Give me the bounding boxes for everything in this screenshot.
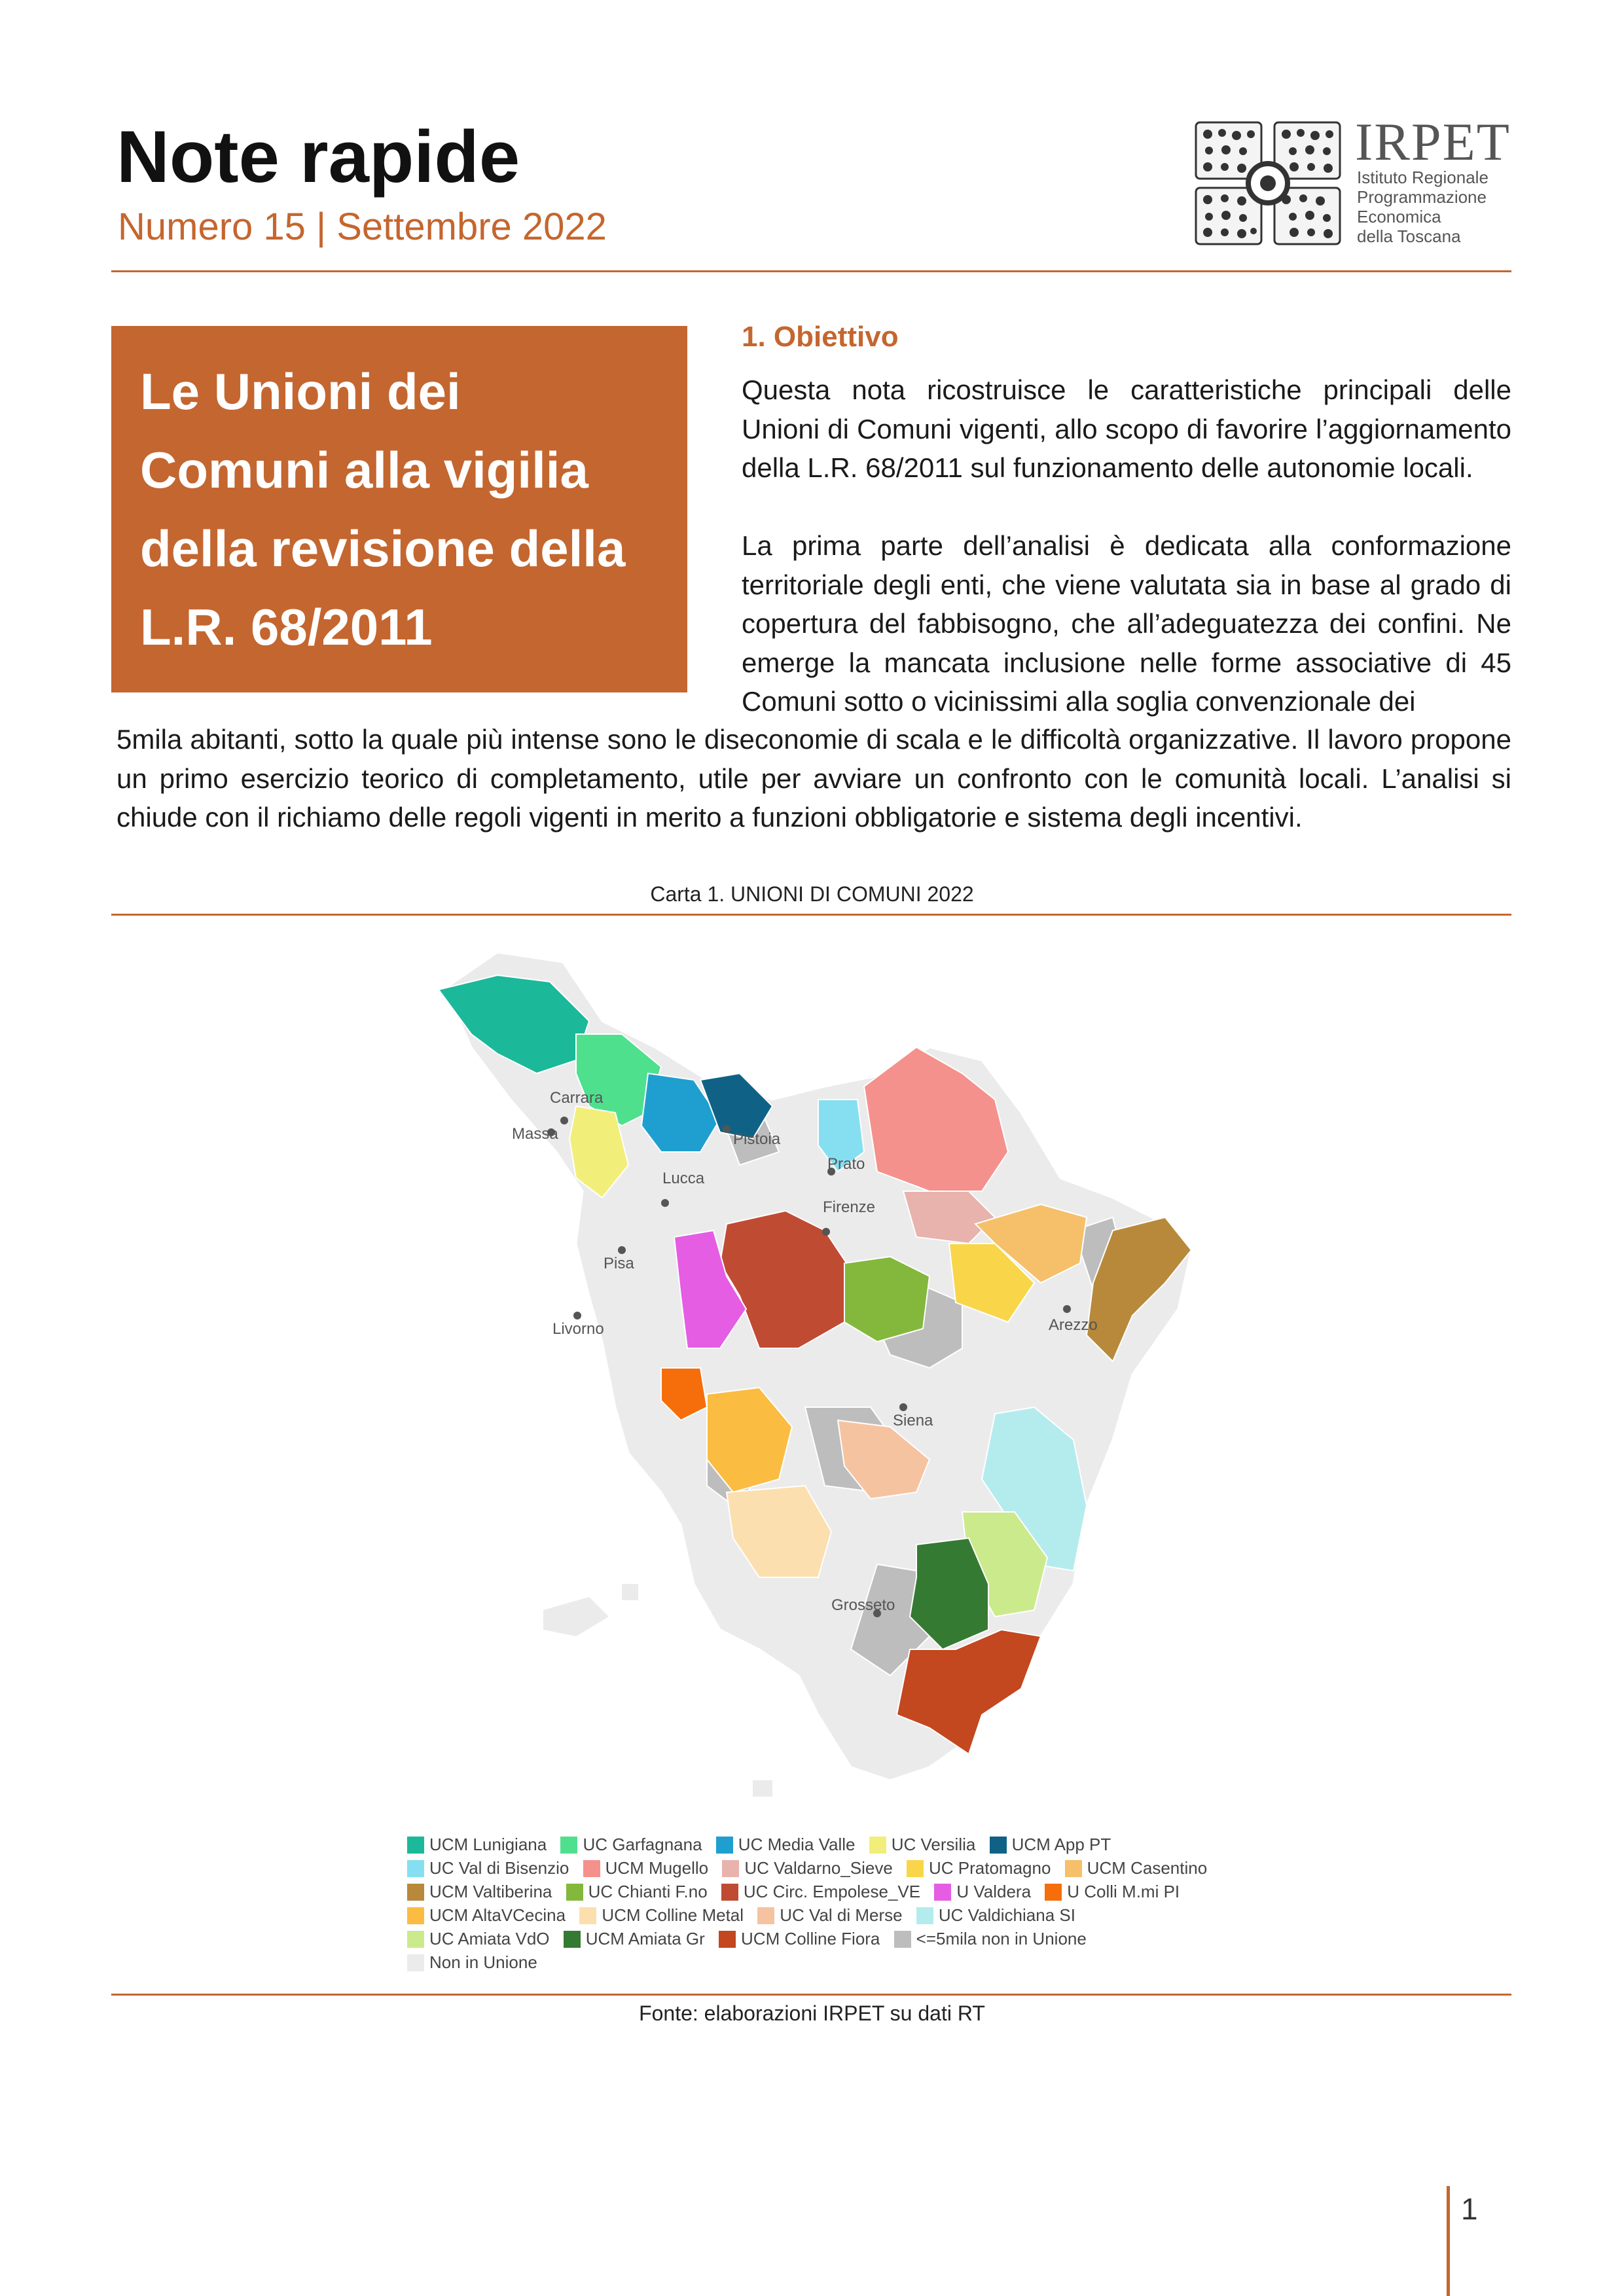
legend-swatch bbox=[564, 1931, 581, 1948]
legend-label: UC Versilia bbox=[891, 1835, 976, 1854]
legend-item bbox=[566, 1882, 708, 1901]
logo-line: Istituto Regionale bbox=[1357, 168, 1489, 187]
title-line: Comuni alla vigilia bbox=[140, 441, 588, 499]
title-box bbox=[111, 326, 687, 692]
paragraph: 5mila abitanti, sotto la quale più intense sono le diseconomie di scala e le difficoltà organizzative. Il lavoro propone un primo esercizio teorico di completamento, utile per avviare un confronto con le comunità locali. L’analisi si chiude con il richiamo delle regoli vigenti in merito a funzioni obbligatorie e sistema degli incentivi. bbox=[117, 724, 1511, 833]
city-marker bbox=[618, 1246, 626, 1254]
island bbox=[753, 1780, 772, 1797]
city-marker bbox=[899, 1403, 907, 1411]
city-label: Prato bbox=[827, 1155, 865, 1173]
title-line: L.R. 68/2011 bbox=[140, 598, 433, 656]
legend-label: UC Media Valle bbox=[738, 1835, 856, 1854]
map-source: Fonte: elaborazioni IRPET su dati RT bbox=[639, 2001, 985, 2025]
legend-label: UC Pratomagno bbox=[929, 1858, 1051, 1878]
page-number-bar bbox=[1447, 2186, 1450, 2296]
legend-label: UC Amiata VdO bbox=[429, 1929, 550, 1948]
city-label: Grosseto bbox=[831, 1596, 895, 1614]
legend-item bbox=[722, 1858, 892, 1878]
legend-swatch bbox=[407, 1907, 424, 1924]
city-label: Carrara bbox=[550, 1089, 604, 1107]
legend-item bbox=[719, 1929, 880, 1948]
legend-swatch bbox=[934, 1884, 951, 1901]
paragraph: La prima parte dell’analisi è dedicata alla conformazione territoriale degli enti, che viene valutata sia in base al grado di copertura del fabbisogno, che all’adeguatezza dei confini. Ne emerge la mancata inclusione nelle forme associative di 45 Comuni sotto o vicinissimi alla soglia convenzionale dei bbox=[742, 530, 1511, 717]
legend-swatch bbox=[560, 1837, 577, 1854]
legend-swatch bbox=[722, 1860, 739, 1877]
legend-label: UCM Mugello bbox=[605, 1858, 709, 1878]
legend-item bbox=[757, 1905, 902, 1925]
city-label: Lucca bbox=[662, 1170, 705, 1187]
union-area bbox=[844, 1257, 929, 1342]
legend-label: UCM Lunigiana bbox=[429, 1835, 547, 1854]
legend-item bbox=[560, 1835, 702, 1854]
tuscany-map bbox=[406, 929, 1224, 1800]
legend-label: UCM Colline Fiora bbox=[741, 1929, 880, 1948]
legend-item bbox=[907, 1858, 1051, 1878]
legend-label: UCM App PT bbox=[1011, 1835, 1111, 1854]
legend-swatch bbox=[716, 1837, 733, 1854]
city-label: Pisa bbox=[604, 1255, 634, 1272]
legend-swatch bbox=[721, 1884, 738, 1901]
city-label: Pistoia bbox=[733, 1130, 781, 1148]
legend-label: UCM AltaVCecina bbox=[429, 1905, 566, 1925]
city-label: Massa bbox=[512, 1125, 558, 1143]
legend-swatch bbox=[407, 1884, 424, 1901]
title-line: Le Unioni dei bbox=[140, 363, 461, 420]
document-title bbox=[140, 352, 687, 666]
city-marker bbox=[822, 1228, 830, 1236]
legend-label: UC Garfagnana bbox=[583, 1835, 702, 1854]
city-label: Firenze bbox=[823, 1198, 876, 1216]
city-label: Siena bbox=[893, 1412, 933, 1429]
city-label: Arezzo bbox=[1049, 1316, 1098, 1334]
legend-item bbox=[583, 1858, 709, 1878]
legend-item bbox=[579, 1905, 744, 1925]
legend-label: UC Val di Bisenzio bbox=[429, 1858, 569, 1878]
legend-label: UC Valdarno_Sieve bbox=[744, 1858, 893, 1878]
legend-item bbox=[407, 1835, 547, 1854]
legend-swatch bbox=[1065, 1860, 1082, 1877]
legend-swatch bbox=[719, 1931, 736, 1948]
map-bottom-divider bbox=[111, 1994, 1511, 1996]
legend-swatch bbox=[566, 1884, 583, 1901]
legend-swatch bbox=[407, 1860, 424, 1877]
page-number: 1 bbox=[1461, 2192, 1478, 2226]
city-marker bbox=[661, 1199, 669, 1207]
legend-label: UCM Amiata Gr bbox=[585, 1929, 705, 1948]
legend-label: U Valdera bbox=[956, 1882, 1032, 1901]
legend-label: UCM Colline Metal bbox=[602, 1905, 744, 1925]
city-marker bbox=[723, 1125, 731, 1133]
city-marker bbox=[573, 1312, 581, 1319]
legend-swatch bbox=[894, 1931, 911, 1948]
legend-item bbox=[716, 1835, 856, 1854]
legend-item bbox=[990, 1835, 1111, 1854]
legend-item bbox=[564, 1929, 705, 1948]
legend-swatch bbox=[869, 1837, 886, 1854]
legend-item bbox=[894, 1929, 1087, 1948]
legend-swatch bbox=[407, 1931, 424, 1948]
legend-label: U Colli M.mi PI bbox=[1067, 1882, 1180, 1901]
city-marker bbox=[560, 1117, 568, 1124]
legend-label: UC Valdichiana SI bbox=[938, 1905, 1075, 1925]
tuscany-region bbox=[445, 952, 1191, 1780]
legend-item bbox=[407, 1882, 552, 1901]
island bbox=[622, 1584, 638, 1600]
legend-item bbox=[721, 1882, 920, 1901]
legend-item bbox=[407, 1929, 550, 1948]
legend-item bbox=[934, 1882, 1031, 1901]
legend-label: UC Circ. Empolese_VE bbox=[743, 1882, 921, 1901]
map-top-divider bbox=[111, 914, 1511, 916]
legend-swatch bbox=[579, 1907, 596, 1924]
legend-item bbox=[1065, 1858, 1208, 1878]
city-label: Livorno bbox=[552, 1320, 604, 1338]
legend-swatch bbox=[757, 1907, 774, 1924]
title-line: della revisione della bbox=[140, 520, 626, 577]
map-caption: Carta 1. UNIONI DI COMUNI 2022 bbox=[650, 882, 974, 906]
legend-label: UC Val di Merse bbox=[780, 1905, 903, 1925]
city-marker bbox=[1063, 1305, 1071, 1313]
logo-name: IRPET bbox=[1355, 112, 1511, 171]
legend-label: <=5mila non in Unione bbox=[916, 1929, 1087, 1948]
legend-swatch bbox=[916, 1907, 933, 1924]
header-divider bbox=[111, 270, 1511, 272]
legend-label: Non in Unione bbox=[429, 1952, 537, 1972]
legend-item bbox=[1045, 1882, 1180, 1901]
legend-label: UCM Valtiberina bbox=[429, 1882, 552, 1901]
legend-item bbox=[869, 1835, 976, 1854]
island bbox=[543, 1597, 609, 1636]
map-legend bbox=[407, 1833, 1219, 1974]
legend-item bbox=[916, 1905, 1075, 1925]
section-heading: 1. Obiettivo bbox=[742, 321, 899, 353]
legend-item bbox=[407, 1858, 569, 1878]
legend-swatch bbox=[583, 1860, 600, 1877]
logo-line: Programmazione bbox=[1357, 187, 1487, 207]
legend-swatch bbox=[1045, 1884, 1062, 1901]
issue-subtitle: Numero 15 | Settembre 2022 bbox=[118, 206, 607, 248]
legend-swatch bbox=[907, 1860, 924, 1877]
legend-label: UC Chianti F.no bbox=[588, 1882, 708, 1901]
legend-item bbox=[407, 1952, 537, 1972]
legend-swatch bbox=[990, 1837, 1007, 1854]
legend-label: UCM Casentino bbox=[1087, 1858, 1208, 1878]
page-title: Note rapide bbox=[117, 116, 520, 198]
logo-line: della Toscana bbox=[1357, 226, 1461, 246]
legend-swatch bbox=[407, 1954, 424, 1971]
irpet-emblem-icon bbox=[1195, 121, 1342, 245]
paragraph: Questa nota ricostruisce le caratteristiche principali delle Unioni di Comuni vigenti, allo scopo di favorire l’aggiornamento della L.R. 68/2011 sul funzionamento delle autonomie locali. bbox=[742, 374, 1511, 483]
irpet-logo bbox=[1195, 112, 1511, 249]
logo-line: Economica bbox=[1357, 207, 1441, 226]
legend-item bbox=[407, 1905, 566, 1925]
legend-swatch bbox=[407, 1837, 424, 1854]
